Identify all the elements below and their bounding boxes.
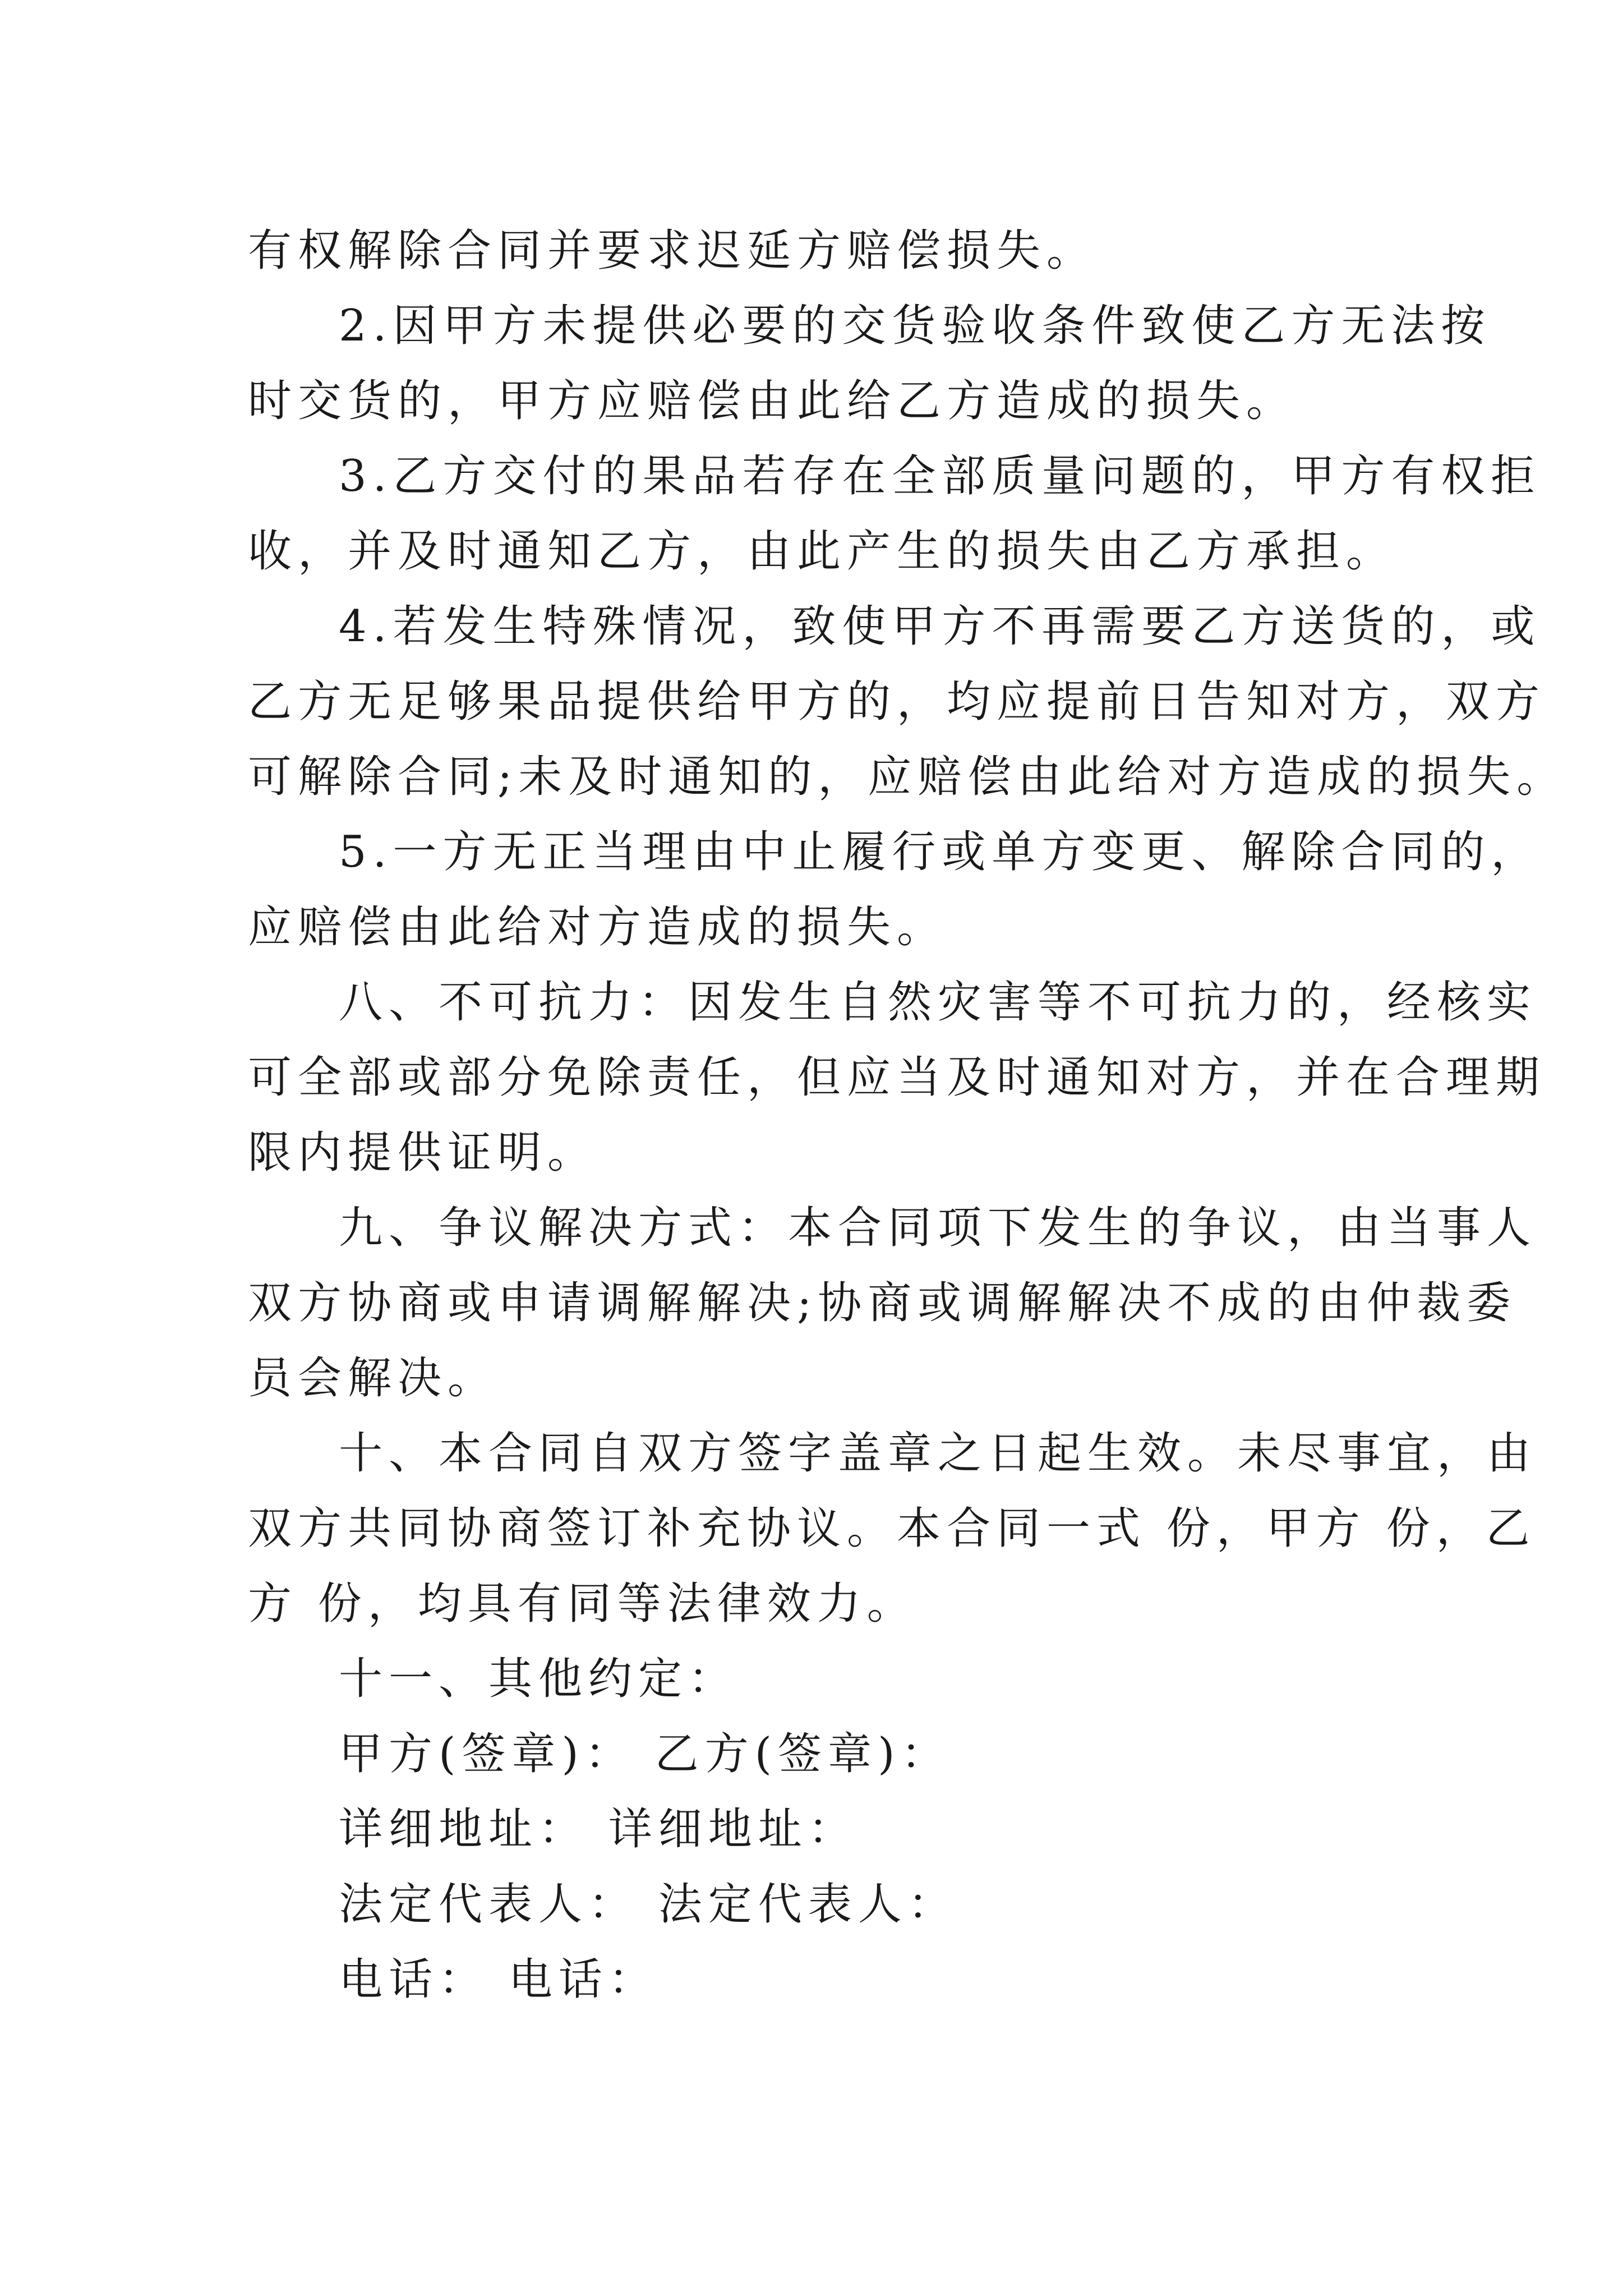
text-line: 5.一方无正当理由中止履行或单方变更、解除合同的， xyxy=(339,827,1541,877)
text-line: 双方协商或申请调解解决;协商或调解解决不成的由仲裁委 xyxy=(248,1278,1517,1328)
text-line: 有权解除合同并要求迟延方赔偿损失。 xyxy=(248,226,1097,276)
text-line: 方 份，均具有同等法律效力。 xyxy=(248,1579,917,1629)
text-line: 时交货的，甲方应赔偿由此给乙方造成的损失。 xyxy=(248,376,1297,426)
text-line: 十、本合同自双方签字盖章之日起生效。未尽事宜，由 xyxy=(339,1428,1537,1479)
text-line: 可全部或部分免除责任，但应当及时通知对方，并在合理期 xyxy=(248,1052,1546,1103)
document-body xyxy=(248,213,1567,2017)
text-line: 应赔偿由此给对方造成的损失。 xyxy=(248,902,947,953)
text-line: 乙方无足够果品提供给甲方的，均应提前日告知对方，双方 xyxy=(248,677,1546,727)
text-line: 限内提供证明。 xyxy=(248,1128,598,1178)
text-line: 2.因甲方未提供必要的交货验收条件致使乙方无法按 xyxy=(339,301,1491,351)
text-line: 详细地址： 详细地址： xyxy=(339,1804,858,1855)
text-line: 九、争议解决方式：本合同项下发生的争议，由当事人 xyxy=(339,1203,1537,1253)
text-line: 双方共同协商签订补充协议。本合同一式 份，甲方 份，乙 xyxy=(248,1503,1536,1554)
text-line: 八、不可抗力：因发生自然灾害等不可抗力的，经核实 xyxy=(339,977,1537,1028)
text-line: 法定代表人： 法定代表人： xyxy=(339,1879,958,1930)
text-line: 3.乙方交付的果品若存在全部质量问题的，甲方有权拒 xyxy=(339,451,1541,501)
text-line: 可解除合同;未及时通知的，应赔偿由此给对方造成的损失。 xyxy=(248,752,1567,802)
text-line: 4.若发生特殊情况，致使甲方不再需要乙方送货的，或 xyxy=(339,601,1541,652)
text-line: 收，并及时通知乙方，由此产生的损失由乙方承担。 xyxy=(248,526,1396,577)
text-line: 员会解决。 xyxy=(248,1353,498,1404)
text-line: 甲方(签章)： 乙方(签章)： xyxy=(339,1729,951,1779)
text-line: 电话： 电话： xyxy=(339,1954,658,2005)
text-line: 十一、其他约定： xyxy=(339,1654,739,1704)
